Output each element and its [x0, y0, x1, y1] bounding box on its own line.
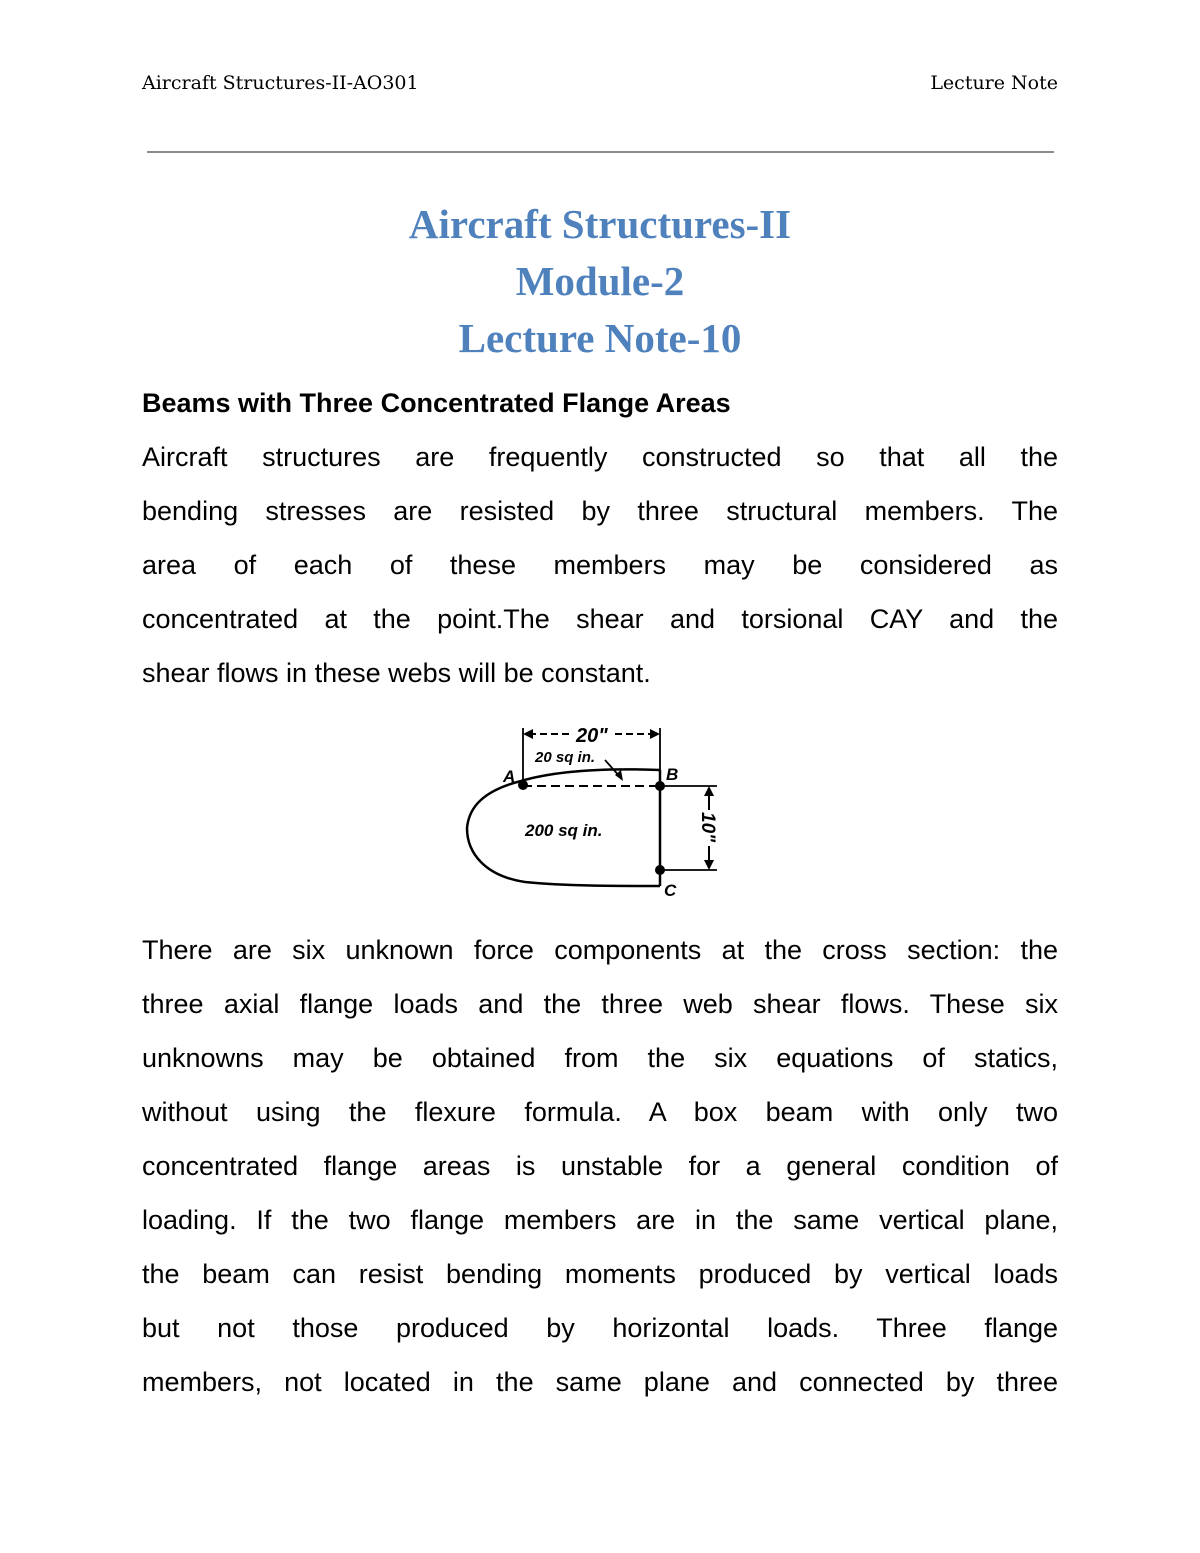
section-heading: Beams with Three Concentrated Flange Areas: [142, 388, 731, 418]
arrowhead: [523, 729, 533, 739]
beam-cross-section-figure: [455, 718, 735, 903]
arrowhead: [704, 860, 714, 870]
flange-c-dot: [655, 865, 665, 875]
title-lecture-number: Lecture Note-10: [458, 315, 742, 361]
text-line: loading. If the two flange members are in the same vertical plane,: [142, 1205, 1058, 1235]
point-a-label: A: [503, 767, 516, 786]
paragraph-unknown-forces: [142, 932, 1058, 1418]
point-b-label: B: [666, 765, 679, 784]
header-course-title: Aircraft Structures-II-AO301: [142, 72, 419, 94]
text-line: bending stresses are resisted by three structural members. The: [142, 496, 1058, 526]
text-line: three axial flange loads and the three web shear flows. These six: [142, 989, 1058, 1019]
header-divider: [147, 151, 1054, 153]
flange-a-dot: [518, 780, 528, 790]
height-label: 10": [697, 812, 718, 843]
arrowhead: [650, 729, 660, 739]
title-module: Module-2: [515, 258, 685, 304]
text-line: unknowns may be obtained from the six equations of statics,: [142, 1043, 1058, 1073]
width-label: 20": [576, 725, 608, 747]
flange-b-dot: [655, 781, 665, 791]
paragraph-intro: [142, 439, 1058, 709]
text-line: concentrated flange areas is unstable for a general condition of: [142, 1151, 1058, 1181]
arrowhead: [704, 786, 714, 796]
text-line: shear flows in these webs will be constant.: [142, 658, 651, 688]
title-course: Aircraft Structures-II: [408, 201, 792, 247]
text-line: area of each of these members may be considered as: [142, 550, 1058, 580]
text-line: but not those produced by horizontal loads. Three flange: [142, 1313, 1058, 1343]
text-line: concentrated at the point.The shear and torsional CAY and the: [142, 604, 1058, 634]
text-line: without using the flexure formula. A box beam with only two: [142, 1097, 1058, 1127]
document-title: [142, 196, 1058, 367]
flange-area-label: 20 sq in.: [535, 749, 596, 766]
header-document-type: Lecture Note: [930, 72, 1058, 94]
text-line: the beam can resist bending moments produced by vertical loads: [142, 1259, 1058, 1289]
text-line: members, not located in the same plane and connected by three: [142, 1367, 1058, 1397]
text-line: Aircraft structures are frequently constructed so that all the: [142, 442, 1058, 472]
point-c-label: C: [664, 881, 677, 900]
running-header: [142, 72, 1058, 102]
enclosed-area-label: 200 sq in.: [525, 821, 603, 840]
text-line: There are six unknown force components at the cross section: the: [142, 935, 1058, 965]
